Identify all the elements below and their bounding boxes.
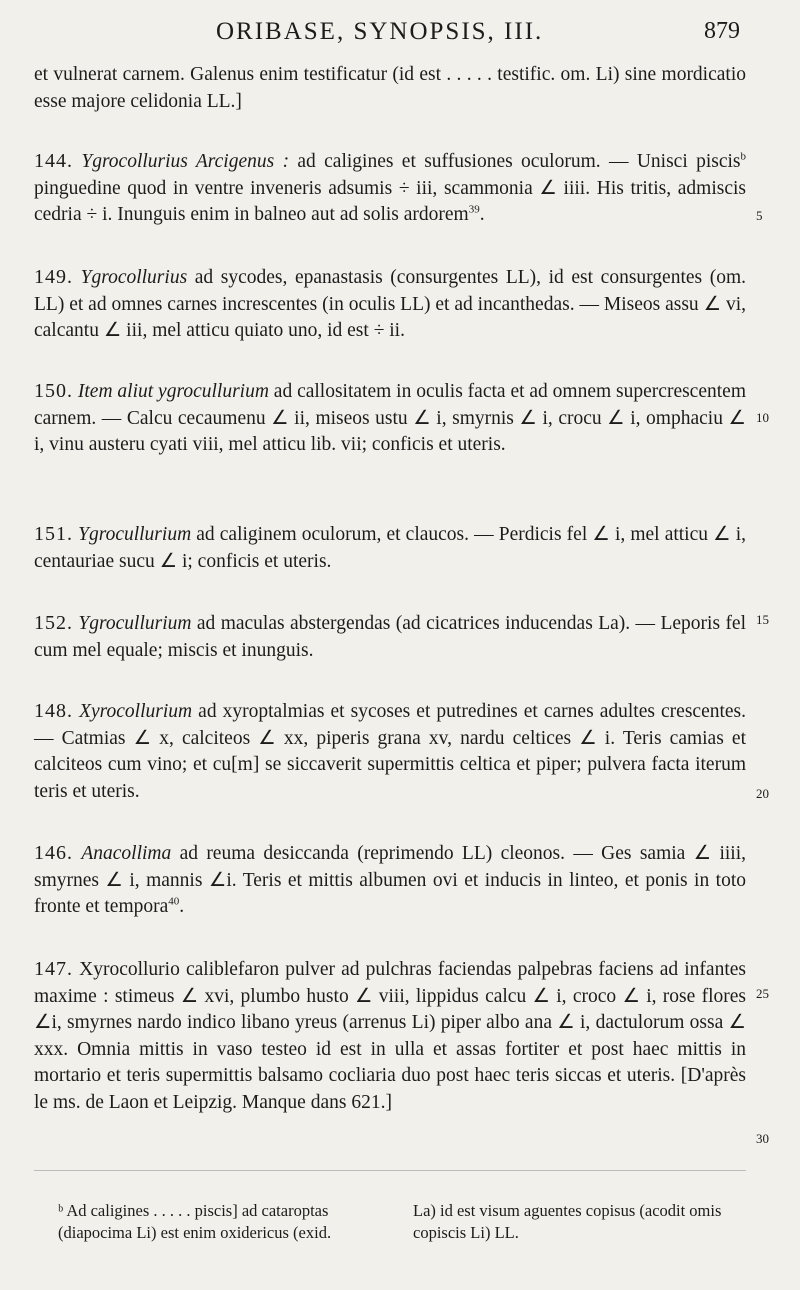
recipe-number: 152.	[34, 612, 73, 634]
running-title: ORIBASE, SYNOPSIS, III.	[216, 18, 544, 45]
recipe-text: ad callositatem in oculis facta et ad omnem supercrescentem carnem. — Calcu cecaumenu ∠ ii, miseos ustu ∠ i, smyrnis ∠ i, crocu ∠ i, omphaciu ∠ i, vinu austeru cyati viii, mel atticu lib. vii; conficis et uteris.	[34, 381, 746, 455]
margin-line-number: 25	[756, 986, 769, 1001]
recipe-title: Ygrocullurium	[78, 613, 192, 634]
recipe-number: 151.	[34, 523, 73, 545]
footnote-divider	[34, 1170, 746, 1171]
recipe-number: 144.	[34, 150, 73, 172]
recipe-148	[34, 698, 746, 805]
recipe-text-end: .	[479, 204, 485, 225]
recipe-149	[34, 264, 746, 345]
note-ref: 40	[168, 895, 180, 908]
recipe-title: Ygrocollurius Arcigenus :	[81, 151, 290, 172]
recipe-title: Anacollima	[81, 843, 172, 864]
recipe-number: 150.	[34, 380, 73, 402]
margin-line-number: 5	[756, 208, 763, 223]
paragraph-text: et vulnerat carnem. Galenus enim testificatur (id est . . . . . testific. om. Li) sine mordicatio esse majore celidonia LL.]	[34, 64, 746, 112]
recipe-text-cont: pinguedine quod in ventre inveneris adsumis ÷ iii, scammonia ∠ iiii. His tritis, admiscis cedria ÷ i. Inunguis enim in balneo aut ad solis ardorem	[34, 177, 746, 225]
margin-line-number: 15	[756, 612, 769, 627]
recipe-146	[34, 840, 746, 921]
recipe-150	[34, 378, 746, 459]
margin-line-number: 20	[756, 786, 769, 801]
recipe-text: Xyrocollurio caliblefaron pulver ad pulchras faciendas palpebras faciens ad infantes maxime : stimeus ∠ xvi, plumbo husto ∠ viii, lippidus calcu ∠ i, croco ∠ i, rose flores ∠i, smyrnes nardo indico libano yreus (arrenus Li) piper albo ana ∠ i, dactulorum ossa ∠ xxx. Omnia mittis in vaso testeo id est in ulla et assas fortiter et post haec mittis in mortario et teris supermittis balsamo cocliaria duo post haec teris siccas et uteris. [D'après le ms. de Laon et Leipzig. Manque dans 621.]	[34, 959, 746, 1113]
footnotes	[58, 1200, 748, 1244]
recipe-text: ad reuma desiccanda (reprimendo LL) cleonos. — Ges samia ∠ iiii, smyrnes ∠ i, mannis ∠i. Teris et mittis albumen ovi et inducis in linteo, et ponis in toto fronte et tempora	[34, 843, 747, 917]
recipe-text: ad sycodes, epanastasis (consurgentes LL), id est consurgentes (om. LL) et ad omnes carnes increscentes (in oculis LL) et ad incanthedas. — Miseos assu ∠ vi, calcantu ∠ iii, mel atticu quiato uno, id est ÷ ii.	[34, 267, 746, 341]
recipe-title: Item aliut ygrocullurium	[77, 381, 269, 402]
note-ref: 39	[468, 203, 480, 216]
footnote-column-right: La) id est visum aguentes copisus (acodit omis copiscis Li) LL.	[413, 1201, 722, 1242]
recipe-number: 148.	[34, 700, 73, 722]
recipe-text: ad xyroptalmias et sycoses et putredines et carnes adultes crescentes. — Catmias ∠ x, calciteos ∠ xx, piperis grana xv, nardu celtices ∠ i. Teris camias et calciteos cum vino; et cu[m] se siccaverit supermittis celtica et piper; pulvera facta iterum teris et uteris.	[34, 701, 747, 802]
footnote-ref: b	[740, 150, 746, 163]
recipe-text: ad maculas abstergendas (ad cicatrices inducendas La). — Leporis fel cum mel equale; miscis et inunguis.	[34, 613, 747, 661]
recipe-title: Ygrocollurius	[80, 267, 188, 288]
recipe-number: 149.	[34, 266, 73, 288]
recipe-title: Xyrocollurium	[79, 701, 193, 722]
footnote-column-left: ᵇ Ad caligines . . . . . piscis] ad cataroptas (diapocima Li) est enim oxidericus (exid.	[58, 1201, 332, 1242]
recipe-144	[34, 148, 746, 229]
recipe-147	[34, 956, 746, 1116]
page-number: 879	[704, 18, 740, 44]
recipe-152	[34, 610, 746, 664]
recipe-text: ad caligines et suffusiones oculorum. — Unisci piscis	[289, 151, 741, 172]
recipe-number: 147.	[34, 958, 73, 980]
margin-line-number: 30	[756, 1131, 769, 1146]
recipe-text: ad caliginem oculorum, et claucos. — Perdicis fel ∠ i, mel atticu ∠ i, centauriae sucu ∠ i; conficis et uteris.	[34, 524, 746, 572]
page-header	[34, 18, 740, 54]
recipe-title: Ygrocullurium	[78, 524, 192, 545]
recipe-text-end: .	[179, 896, 185, 917]
paragraph-continuation	[34, 62, 746, 115]
recipe-151	[34, 521, 746, 575]
recipe-number: 146.	[34, 842, 73, 864]
margin-line-number: 10	[756, 410, 769, 425]
